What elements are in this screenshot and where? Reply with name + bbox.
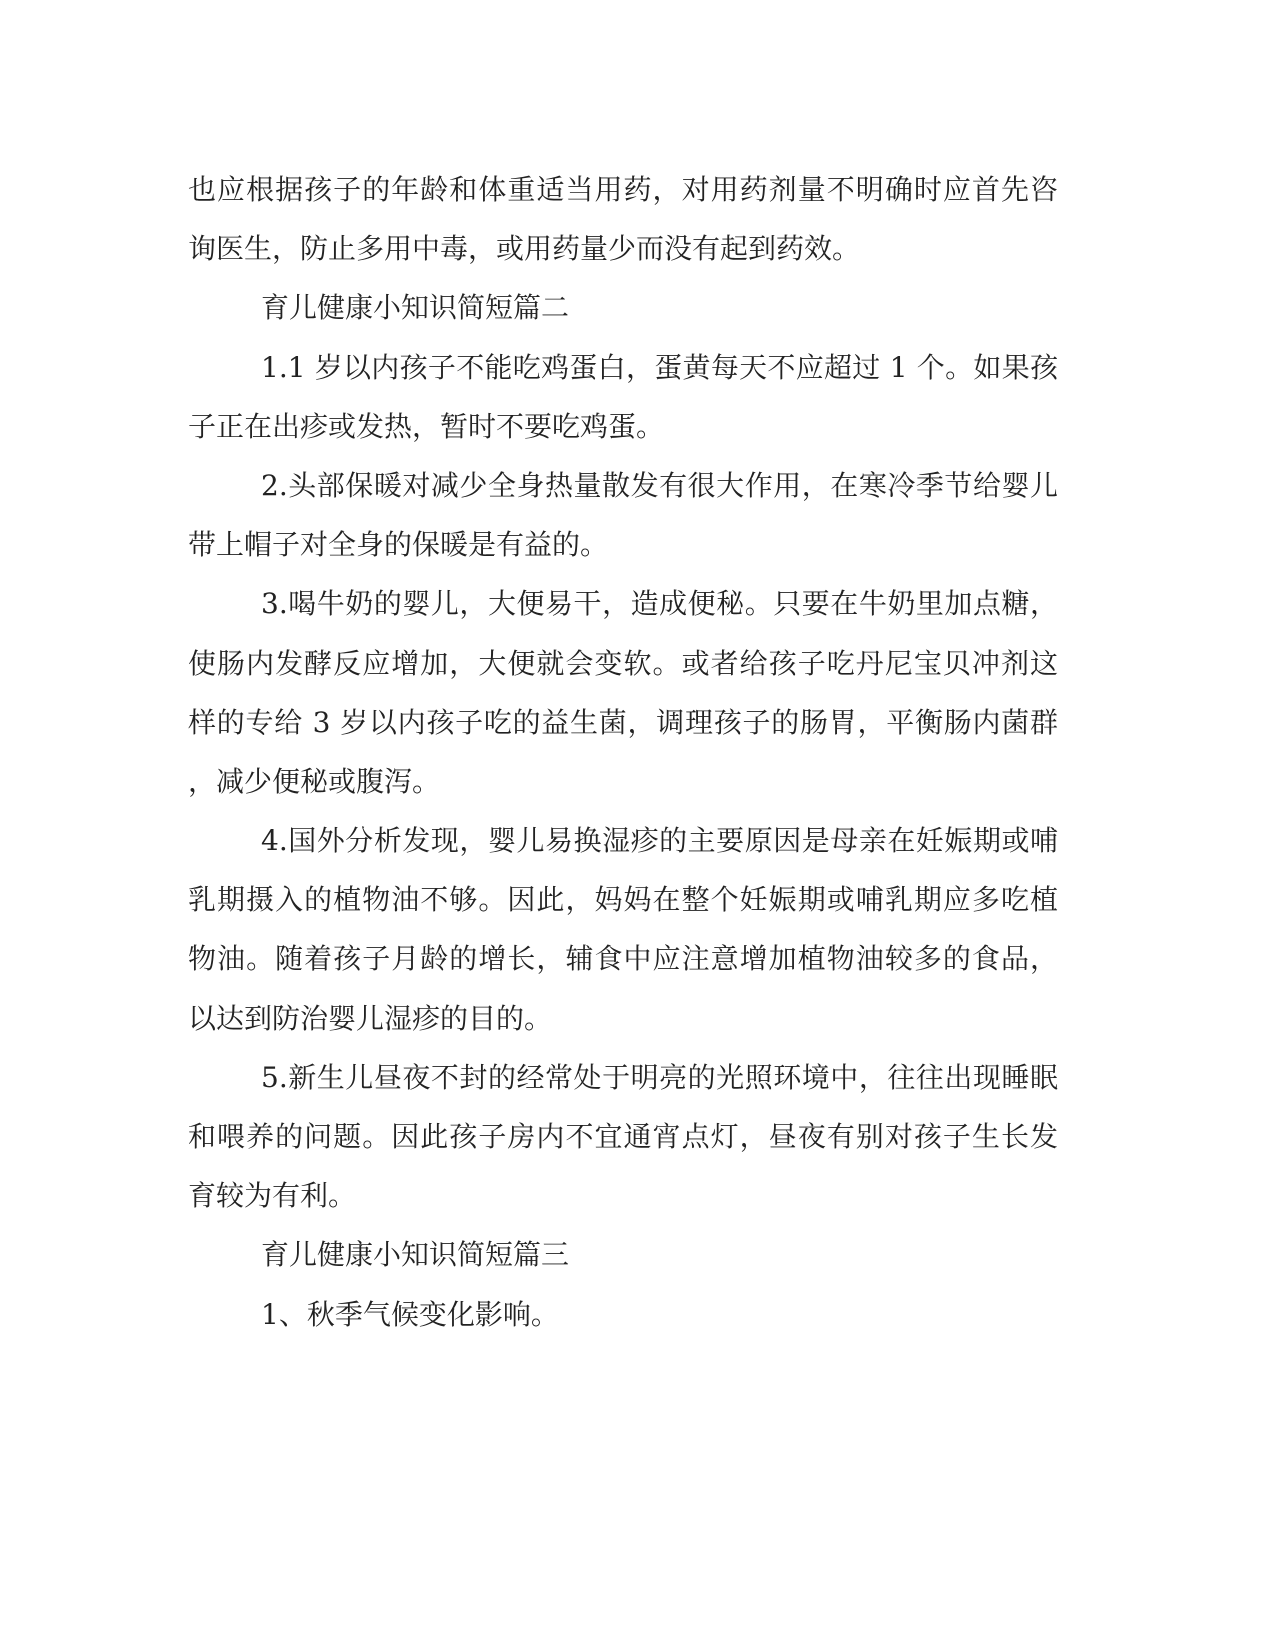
paragraph-line: 3.喝牛奶的婴儿，大便易干，造成便秘。只要在牛奶里加点糖，	[261, 587, 1058, 621]
paragraph-line: 育较为有利。	[188, 1179, 357, 1213]
paragraph-line: 以达到防治婴儿湿疹的目的。	[188, 1001, 553, 1035]
paragraph-line: 乳期摄入的植物油不够。因此，妈妈在整个妊娠期或哺乳期应多吃植	[188, 883, 1058, 917]
section-heading: 育儿健康小知识简短篇三	[261, 1238, 570, 1272]
paragraph-line: 子正在出疹或发热，暂时不要吃鸡蛋。	[188, 409, 665, 443]
document-body	[188, 160, 1058, 1344]
paragraph-line: 询医生，防止多用中毒，或用药量少而没有起到药效。	[188, 232, 861, 266]
paragraph-line: 物油。随着孩子月龄的增长，辅食中应注意增加植物油较多的食品，	[188, 942, 1058, 976]
paragraph-line: 样的专给 3 岁以内孩子吃的益生菌，调理孩子的肠胃，平衡肠内菌群	[188, 705, 1058, 739]
section-heading: 育儿健康小知识简短篇二	[261, 291, 570, 325]
paragraph-line: 4.国外分析发现，婴儿易换湿疹的主要原因是母亲在妊娠期或哺	[261, 824, 1058, 858]
paragraph-line: 也应根据孩子的年龄和体重适当用药，对用药剂量不明确时应首先咨	[188, 173, 1058, 206]
paragraph-line: 2.头部保暖对减少全身热量散发有很大作用，在寒冷季节给婴儿	[261, 468, 1058, 502]
paragraph-line: 和喂养的问题。因此孩子房内不宜通宵点灯，昼夜有别对孩子生长发	[188, 1120, 1058, 1153]
paragraph-line: 带上帽子对全身的保暖是有益的。	[188, 528, 609, 562]
paragraph-line: 使肠内发酵反应增加，大便就会变软。或者给孩子吃丹尼宝贝冲剂这	[188, 646, 1058, 680]
paragraph-line: 1.1 岁以内孩子不能吃鸡蛋白，蛋黄每天不应超过 1 个。如果孩	[261, 350, 1058, 384]
paragraph-line: 1、秋季气候变化影响。	[261, 1297, 559, 1331]
paragraph-line: ，减少便秘或腹泻。	[188, 764, 441, 798]
paragraph-line: 5.新生儿昼夜不封的经常处于明亮的光照环境中，往往出现睡眠	[261, 1060, 1058, 1094]
